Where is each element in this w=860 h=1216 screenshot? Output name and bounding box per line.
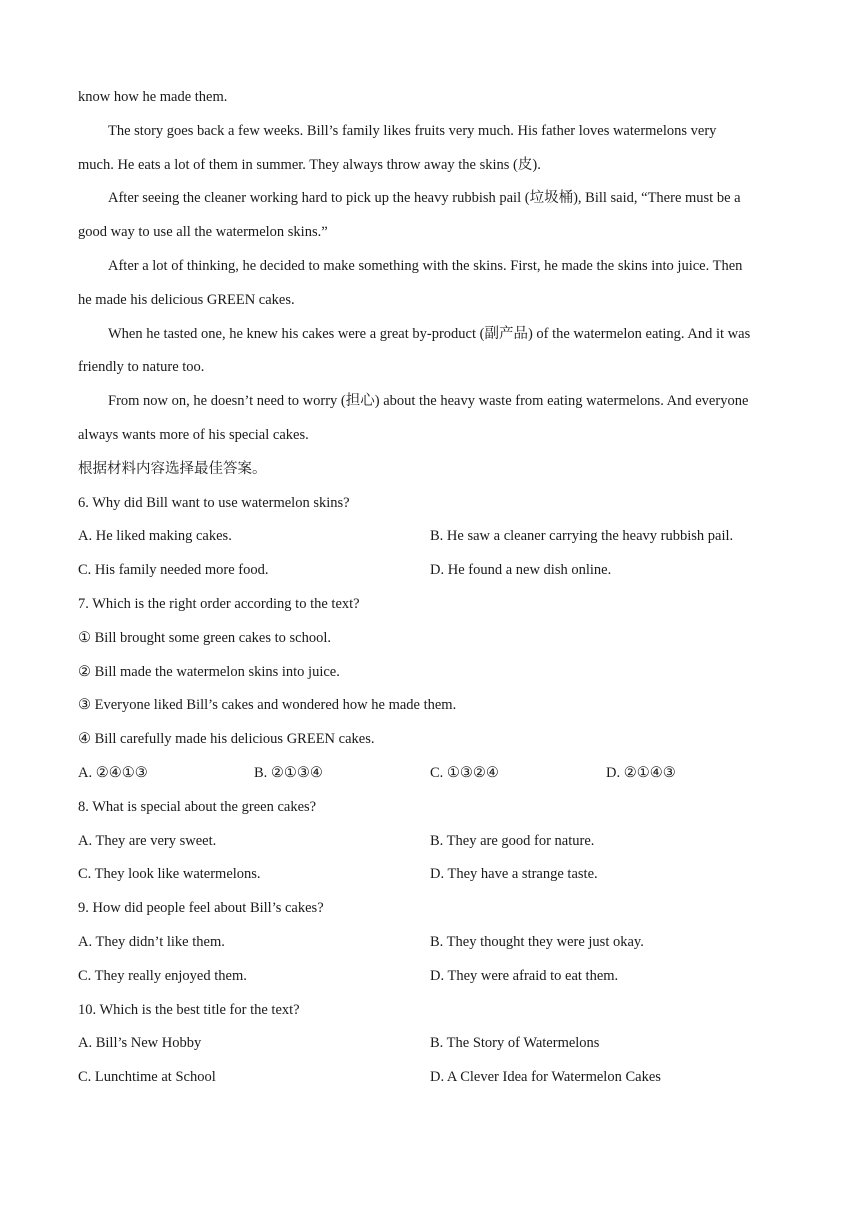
option-b: B. They are good for nature. (430, 832, 595, 849)
passage-line: From now on, he doesn’t need to worry (担心) about the heavy waste from eating watermelons. And everyone (108, 393, 749, 410)
passage-line: The story goes back a few weeks. Bill’s family likes fruits very much. His father loves watermelons very (108, 122, 717, 139)
option-c: C. They really enjoyed them. (78, 967, 247, 984)
option-c: C. They look like watermelons. (78, 866, 261, 883)
options-row (78, 760, 782, 794)
question-stem: 7. Which is the right order according to the text? (78, 595, 360, 612)
option-d: D. ②①④③ (606, 764, 676, 781)
options-row (78, 861, 782, 895)
document-page (78, 84, 782, 1098)
question-stem: 6. Why did Bill want to use watermelon skins? (78, 494, 350, 511)
sequence-item: ① Bill brought some green cakes to school. (78, 629, 332, 646)
option-d: D. They were afraid to eat them. (430, 967, 619, 984)
passage-line: When he tasted one, he knew his cakes were a great by-product (副产品) of the watermelon eating. And it was (108, 325, 751, 342)
option-c: C. Lunchtime at School (78, 1069, 216, 1086)
option-a: A. ②④①③ (78, 764, 148, 781)
question-stem: 10. Which is the best title for the text? (78, 1001, 300, 1018)
option-d: D. They have a strange taste. (430, 866, 598, 883)
passage-line: After a lot of thinking, he decided to make something with the skins. First, he made the skins into juice. Then (108, 257, 743, 274)
options-row (78, 523, 782, 557)
reading-passage (78, 84, 782, 456)
instruction: 根据材料内容选择最佳答案。 (78, 460, 267, 477)
option-d: D. A Clever Idea for Watermelon Cakes (430, 1069, 661, 1086)
options-row (78, 1030, 782, 1064)
question-7 (78, 591, 782, 794)
question-6 (78, 490, 782, 591)
passage-line: good way to use all the watermelon skins.” (78, 224, 328, 241)
options-row (78, 929, 782, 963)
options-row (78, 1064, 782, 1098)
question-8 (78, 794, 782, 895)
passage-line: much. He eats a lot of them in summer. They always throw away the skins (皮). (78, 156, 541, 173)
option-b: B. He saw a cleaner carrying the heavy rubbish pail. (430, 528, 734, 545)
option-c: C. His family needed more food. (78, 562, 269, 579)
passage-line: always wants more of his special cakes. (78, 426, 309, 443)
option-b: B. They thought they were just okay. (430, 933, 644, 950)
question-10 (78, 997, 782, 1098)
options-row (78, 557, 782, 591)
option-c: C. ①③②④ (430, 764, 499, 781)
sequence-item: ④ Bill carefully made his delicious GREEN cakes. (78, 731, 375, 748)
passage-line: After seeing the cleaner working hard to pick up the heavy rubbish pail (垃圾桶), Bill said, “There must be a (108, 190, 741, 207)
passage-line: know how he made them. (78, 89, 228, 105)
question-stem: 9. How did people feel about Bill’s cakes? (78, 900, 324, 917)
option-a: A. They didn’t like them. (78, 933, 225, 950)
sequence-item: ② Bill made the watermelon skins into juice. (78, 663, 340, 680)
option-d: D. He found a new dish online. (430, 562, 612, 579)
option-a: A. They are very sweet. (78, 832, 217, 849)
question-stem: 8. What is special about the green cakes? (78, 798, 317, 815)
options-row (78, 828, 782, 862)
sequence-item: ③ Everyone liked Bill’s cakes and wondered how he made them. (78, 697, 457, 714)
option-a: A. He liked making cakes. (78, 528, 232, 545)
option-b: B. The Story of Watermelons (430, 1035, 600, 1052)
option-b: B. ②①③④ (254, 764, 323, 781)
passage-line: he made his delicious GREEN cakes. (78, 291, 295, 308)
passage-line: friendly to nature too. (78, 359, 205, 376)
question-9 (78, 895, 782, 996)
options-row (78, 963, 782, 997)
option-a: A. Bill’s New Hobby (78, 1035, 202, 1052)
